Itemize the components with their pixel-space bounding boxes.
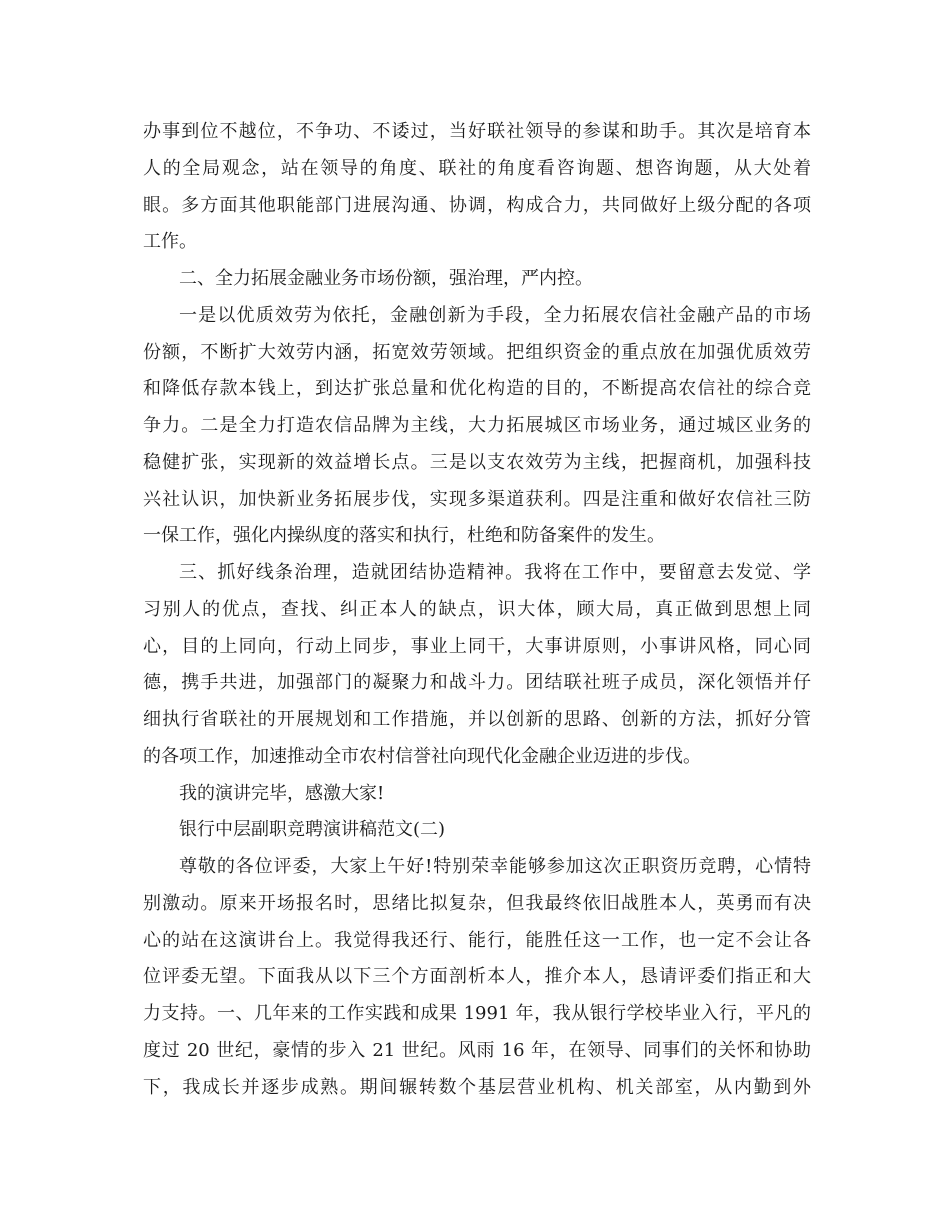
text-line: 心，目的上同向，行动上同步，事业上同干，大事讲原则，小事讲风格，同心同: [143, 635, 811, 657]
text-line: 一是以优质效劳为依托，金融创新为手段，全力拓展农信社金融产品的市场: [179, 304, 811, 326]
text-line: 争力。二是全力打造农信品牌为主线，大力拓展城区市场业务，通过城区业务的: [143, 415, 811, 436]
text-line: 稳健扩张，实现新的效益增长点。三是以支农效劳为主线，把握商机，加强科技: [143, 451, 811, 473]
text-line: 二、全力拓展金融业务市场份额，强治理，严内控。: [179, 268, 593, 289]
text-line: 工作。: [143, 231, 197, 253]
text-line: 一保工作，强化内操纵度的落实和执行，杜绝和防备案件的发生。: [143, 525, 665, 547]
text-line: 我的演讲完毕，感激大家!: [179, 782, 385, 804]
text-line: 位评委无望。下面我从以下三个方面剖析本人，推介本人，恳请评委们指正和大: [143, 966, 811, 988]
text-line: 德，携手共进，加强部门的凝聚力和战斗力。团结联社班子成员，深化领悟并仔: [143, 672, 811, 694]
text-line: 的各项工作，加速推动全市农村信誉社向现代化金融企业迈进的步伐。: [143, 745, 701, 767]
text-line: 兴社认识，加快新业务拓展步伐，实现多渠道获利。四是注重和做好农信社三防: [143, 488, 811, 510]
text-line: 尊敬的各位评委，大家上午好!特别荣幸能够参加这次正职资历竞聘，心情特: [179, 856, 811, 877]
document-body: [143, 114, 811, 1106]
text-line: 下，我成长并逐步成熟。期间辗转数个基层营业机构、机关部室，从内勤到外: [143, 1076, 811, 1098]
text-line: 细执行省联社的开展规划和工作措施，并以创新的思路、创新的方法，抓好分管: [143, 709, 811, 730]
text-line: 度过 20 世纪，豪情的步入 21 世纪。风雨 16 年，在领导、同事们的关怀和协助: [143, 1039, 811, 1061]
text-line: 习别人的优点，查找、纠正本人的缺点，识大体，顾大局，真正做到思想上同: [143, 598, 811, 620]
text-line: 和降低存款本钱上，到达扩张总量和优化构造的目的，不断提高农信社的综合竞: [143, 378, 811, 400]
text-line: 银行中层副职竞聘演讲稿范文(二): [179, 819, 446, 841]
text-line: 办事到位不越位，不争功、不诿过，当好联社领导的参谋和助手。其次是培育本: [143, 121, 811, 142]
text-line: 份额，不断扩大效劳内涵，拓宽效劳领域。把组织资金的重点放在加强优质效劳: [143, 341, 811, 363]
text-line: 人的全局观念，站在领导的角度、联社的角度看咨询题、想咨询题，从大处着: [143, 157, 811, 179]
text-line: 眼。多方面其他职能部门进展沟通、协调，构成合力，共同做好上级分配的各项: [143, 194, 811, 216]
text-line: 心的站在这演讲台上。我觉得我还行、能行，能胜任这一工作，也一定不会让各: [143, 929, 811, 951]
text-line: 三、抓好线条治理，造就团结协造精神。我将在工作中，要留意去发觉、学: [179, 562, 811, 583]
text-line: 别激动。原来开场报名时，思绪比拟复杂，但我最终依旧战胜本人，英勇而有决: [143, 892, 811, 914]
text-line: 力支持。一、几年来的工作实践和成果 1991 年，我从银行学校毕业入行，平凡的: [143, 1003, 811, 1024]
